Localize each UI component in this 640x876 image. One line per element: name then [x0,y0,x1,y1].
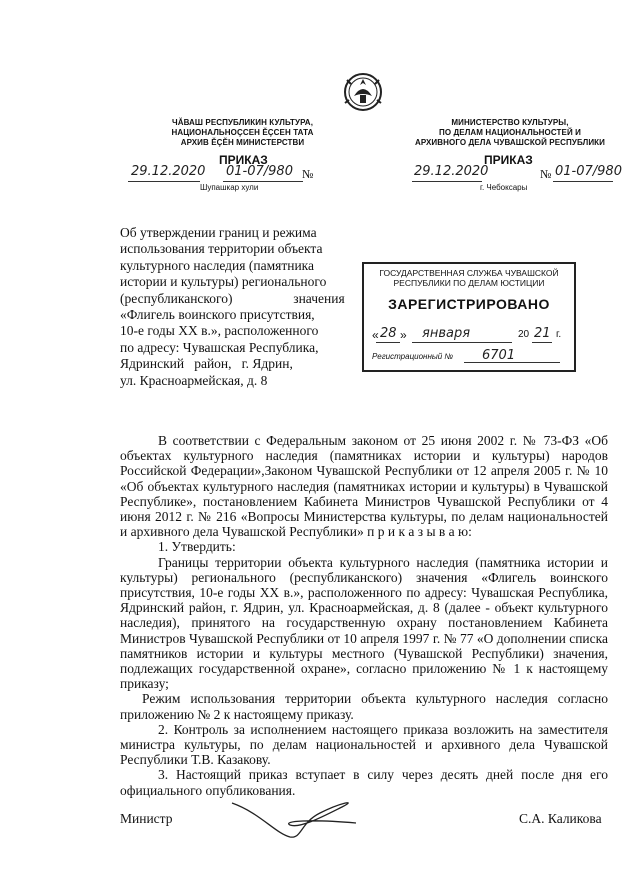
stamp-day: 28 [380,326,397,341]
stamp-reg-label: Регистрационный № [372,352,454,361]
minister-title: Министр [120,811,173,826]
right-order-number: 01-07/980 [555,164,622,179]
left-organization: ЧĂВАШ РЕСПУБЛИКИН КУЛЬТУРА, НАЦИОНАЛЬНОÇСЕН ĔÇСЕН ТАТА АРХИВ ĔÇĔН МИНИСТЕРСТВИ [171,118,314,147]
order-body [120,433,608,798]
stamp-registration [372,350,568,366]
right-order-date: 29.12.2020 [414,164,489,179]
left-number-sign: № [302,167,314,181]
body-paragraph-borders: Границы территории объекта культурного наследия (памятника истории и культуры) регионального (республиканского) значения «Флигель воинского присутствия, 10-е годы XX в.», расположенного по адресу: Чувашская Республика, Ядринский район, г. Ядрин, ул. Красноармейская, д. 8 (далее - объект культурного наследия), принятого на государственную охрану постановлением Кабинета Министров Чувашской Республики от 10 апреля 1997 г. № 77 «О дополнении списка памятников истории и культуры местного (Чувашской Республики) значения, подлежащих государственной охране», согласно приложению № 1 к настоящему приказу; [120,554,608,692]
right-city: г. Чебоксары [480,183,528,192]
left-city: Шупашкар хули [200,183,259,192]
left-order-title: ПРИКАЗ [219,153,268,167]
minister-name: С.А. Каликова [519,811,602,826]
stamp-year-end: г. [556,329,562,340]
stamp-line-2: РЕСПУБЛИКИ ПО ДЕЛАМ ЮСТИЦИИ [393,278,545,288]
stamp-month: января [422,326,471,341]
body-paragraph-control: 2. Контроль за исполнением настоящего приказа возложить на заместителя министра культуры, по делам национальностей и архивного дела Чувашской Республики Т.В. Казакову. [120,721,608,768]
right-number-line [553,181,613,182]
stamp-year-prefix: 20 [518,329,530,340]
right-order-title: ПРИКАЗ [484,153,533,167]
body-paragraph-preamble: В соответствии с Федеральным законом от 25 июня 2002 г. № 73-ФЗ «Об объектах культурного наследия (памятниках истории и культуры) народов Российской Федерации»,Законом Чувашской Республики от 12 апреля 2005 г. № 10 «Об объектах культурного наследия (памятниках истории и культуры) в Чувашской Республике», постановлением Кабинета Министров Чувашской Республики от 4 июня 2012 г. № 216 «Вопросы Министерства культуры, по делам национальностей и архивного дела Чувашской Республики» п р и к а з ы в а ю: [120,433,608,540]
stamp-year-suffix: 21 [534,326,551,341]
right-number-sign: № [540,167,552,181]
stamp-line-1: ГОСУДАРСТВЕННАЯ СЛУЖБА ЧУВАШСКОЙ [379,268,559,278]
body-paragraph-regime: Режим использования территории объекта культурного наследия согласно приложению № 2 к настоящему приказу. [120,691,608,722]
signature-icon [230,793,360,841]
body-paragraph-approve: 1. Утвердить: [158,539,236,555]
stamp-registered: ЗАРЕГИСТРИРОВАНО [388,296,550,312]
left-order-date: 29.12.2020 [131,164,206,179]
registration-stamp [362,262,576,372]
left-order-number: 01-07/980 [226,164,293,179]
right-organization: МИНИСТЕРСТВО КУЛЬТУРЫ, ПО ДЕЛАМ НАЦИОНАЛЬНОСТЕЙ И АРХИВНОГО ДЕЛА ЧУВАШСКОЙ РЕСПУБЛИКИ [414,118,606,147]
left-number-line [223,181,303,182]
stamp-date: « 28 » января 20 21 г. [372,326,562,342]
order-subject: Об утверждении границ и режима использования территории объекта культурного наследия (памятника истории и культуры) регионального (республиканского) значения «Флигель воинского присутствия, 10-е годы XX в.», расположенного по адресу: Чувашская Республика, Ядринский район, г. Ядрин, ул. Красноармейская, д. 8 [120,225,345,388]
stamp-reg-number: 6701 [482,348,516,363]
right-date-line [412,181,482,182]
body-paragraph-effect: 3. Настоящий приказ вступает в силу через десять дней после дня его официального опубликования. [120,767,608,798]
left-date-line [128,181,200,182]
chuvash-emblem-icon [343,70,383,114]
